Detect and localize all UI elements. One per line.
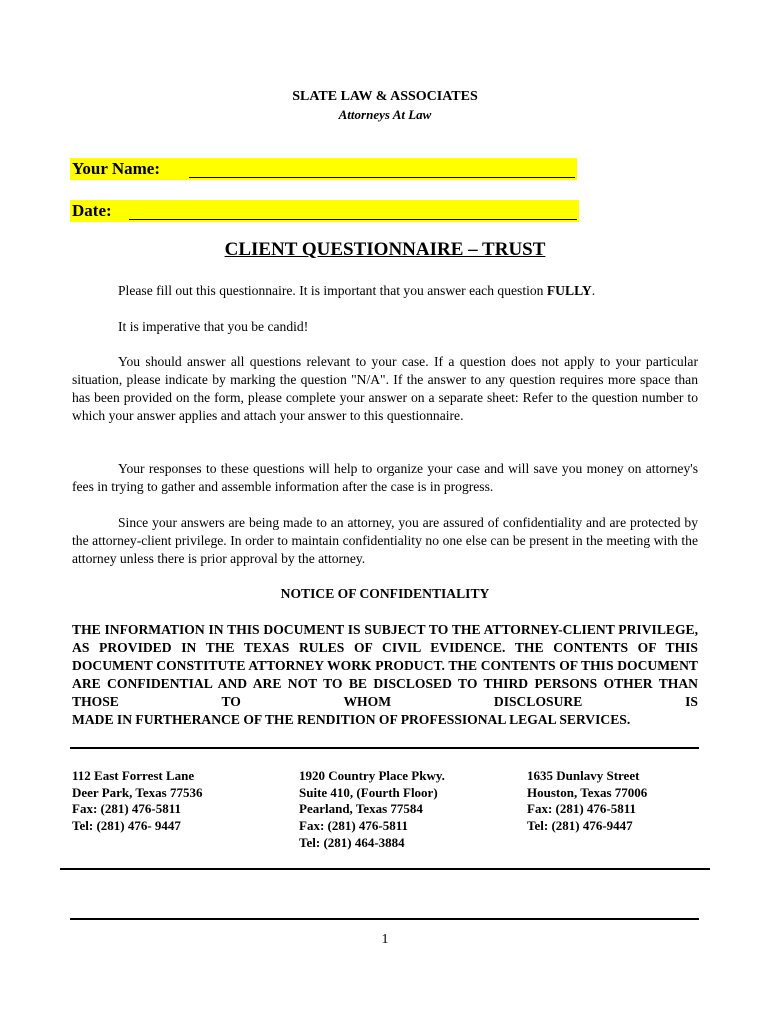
divider-middle [60,868,710,870]
firm-tagline: Attorneys At Law [338,107,432,122]
office-address-deer-park: 112 East Forrest Lane Deer Park, Texas 77536 Fax: (281) 476-5811 Tel: (281) 476- 9447 [72,768,203,834]
name-field-line[interactable] [189,177,575,178]
instruction-paragraph-2: It is imperative that you be candid! [118,319,309,334]
instruction-paragraph-3: You should answer all questions relevant to your case. If a question does not apply to your particular situation, please indicate by marking the question "N/A". If the answer to any question requires more space than has been provided on the form, please complete your answer on a separate sheet: Refer to the question number to which your answer applies and attach your answer to this questionnaire. [72,354,698,423]
instruction-paragraph-4: Your responses to these questions will help to organize your case and will save you money on attorney's fees in trying to gather and assemble information after the case is in progress. [72,461,698,494]
page-number: 1 [381,932,389,947]
instruction-paragraph-1: Please fill out this questionnaire. It is important that you answer each question FULLY. [118,283,596,298]
firm-name: SLATE LAW & ASSOCIATES [292,89,478,104]
notice-title: NOTICE OF CONFIDENTIALITY [280,586,490,601]
office-address-pearland: 1920 Country Place Pkwy. Suite 410, (Fourth Floor) Pearland, Texas 77584 Fax: (281) 476-5811 Tel: (281) 464-3884 [299,768,445,850]
name-label: Your Name: [72,159,160,178]
date-label: Date: [72,201,112,220]
instruction-paragraph-5: Since your answers are being made to an attorney, you are assured of confidentiality and are protected by the attorney-client privilege. In order to maintain confidentiality no one else can be present in the meeting with the attorney unless there is prior approval by the attorney. [72,515,698,566]
date-field-line[interactable] [129,219,577,220]
page-title: CLIENT QUESTIONNAIRE – TRUST [224,239,546,260]
divider-top [70,747,699,749]
date-field-row[interactable] [70,200,579,222]
name-field-row[interactable] [70,158,577,180]
office-address-houston: 1635 Dunlavy Street Houston, Texas 77006 Fax: (281) 476-5811 Tel: (281) 476-9447 [527,768,648,834]
confidentiality-notice: THE INFORMATION IN THIS DOCUMENT IS SUBJECT TO THE ATTORNEY-CLIENT PRIVILEGE, AS PROVIDED IN THE TEXAS RULES OF CIVIL EVIDENCE. THE CONTENTS OF THIS DOCUMENT CONSTITUTE ATTORNEY WORK PRODUCT. THE CONTENTS OF THIS DOCUMENT ARE CONFIDENTIAL AND ARE NOT TO BE DISCLOSED TO THIRD PERSONS OTHER THAN THOSE TO WHOM DISCLOSURE IS MADE IN FURTHERANCE OF THE RENDITION OF PROFESSIONAL LEGAL SERVICES. [72,622,698,727]
divider-bottom [70,918,699,920]
